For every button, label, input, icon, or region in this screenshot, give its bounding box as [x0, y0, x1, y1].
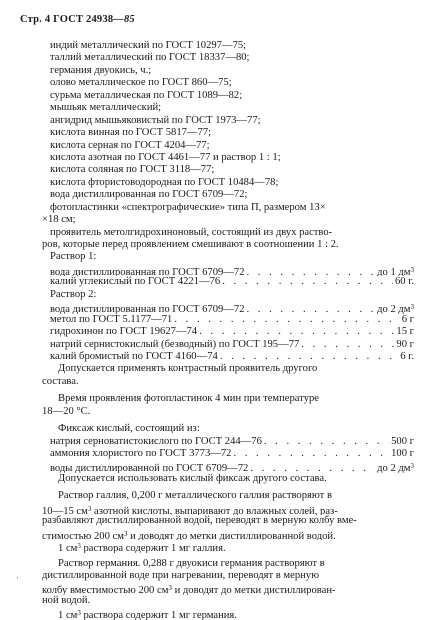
paragraph-line: колбу вместимостью 200 $см^3$ и доводят до метки дистиллирован-	[42, 584, 336, 595]
recipe-row	[42, 314, 414, 326]
reagent-item: сурьма металлическая по ГОСТ 1089—82;	[50, 89, 243, 101]
recipe-amount: 100 г	[391, 448, 414, 459]
recipe-row	[42, 436, 414, 448]
solution-2	[42, 289, 414, 364]
recipe-row	[42, 460, 414, 472]
recipe-label: вода дистиллированная по ГОСТ 6709—72	[50, 266, 245, 277]
paragraph-text: 1 см	[58, 543, 78, 553]
gallium-paragraph	[42, 490, 414, 552]
paragraph-line: стимостью 200 $см^3$ и доводят до метки дистиллированной водой.	[42, 529, 336, 541]
plates-line: фотопластинки «спектрографические» типа П, размером 13×	[50, 201, 326, 213]
developer-note: Допускается применять контрастный проявитель другого	[58, 363, 318, 375]
recipe-unit-sup: 3	[410, 303, 414, 312]
recipe-label: натрия серноватистокислого по ГОСТ 244—76	[50, 435, 262, 447]
paragraph-text: азотной кислоты, выпаривают до влажных солей, раз-	[91, 505, 338, 516]
page-header	[20, 14, 135, 25]
reagent-item: кислота фтористоводородная по ГОСТ 10484—78;	[50, 176, 279, 188]
margin-mark: ·	[16, 573, 19, 583]
paragraph-line: разбавляют дистиллированной водой, переводят в мерную колбу вме-	[42, 515, 357, 527]
document-body	[42, 40, 414, 620]
reagent-item: кислота азотная по ГОСТ 4461—77 и раствор 1 : 1;	[50, 151, 281, 163]
developer-note: состава.	[42, 375, 79, 387]
recipe-label: калий бромистый по ГОСТ 4160—74	[50, 350, 218, 362]
recipe-label: вода дистиллированная по ГОСТ 6709—72	[50, 304, 245, 314]
recipe-row	[42, 264, 414, 276]
reagent-item: мышьяк металлический;	[50, 102, 162, 114]
paragraph-text: и доводят до метки дистиллированной водой.	[127, 530, 336, 541]
reagent-item: кислота винная по ГОСТ 5817—77;	[50, 127, 212, 139]
recipe-amount: до 2 дм	[377, 463, 411, 473]
paragraph-text: 10—15 см	[42, 505, 88, 516]
plates-line: ×18 см;	[42, 214, 76, 226]
germanium-paragraph	[42, 558, 414, 620]
recipe-amount: 60 г.	[394, 276, 414, 288]
paragraph-text: и доводят до метки дистиллирован-	[171, 585, 336, 595]
developer-line: проявитель метолгидрохиноновый, состоящий из двух раство-	[50, 226, 333, 238]
fixer-note: Допускается использовать кислый фиксаж другого состава.	[58, 472, 327, 484]
fixer-section	[42, 423, 414, 485]
developer-line: ров, которые перед проявлением смешивают в соотношении 1 : 2.	[42, 239, 339, 250]
recipe-amount: 6 г	[401, 313, 414, 325]
reagent-item: кислота соляная по ГОСТ 3118—77;	[50, 164, 215, 176]
recipe-amount: 15 г	[396, 326, 414, 338]
recipe-unit-sup: 3	[410, 462, 414, 471]
paragraph-text: 1 см	[58, 610, 78, 620]
reagent-item: германия двуокись, ч.;	[50, 64, 152, 76]
fixer-title: Фиксаж кислый, состоящий из:	[58, 423, 200, 435]
recipe-row	[42, 326, 414, 338]
recipe-row	[42, 301, 414, 313]
recipe-row	[42, 351, 414, 363]
dev-time-line: Время проявления фотопластинок 4 мин при температуре	[58, 393, 319, 405]
recipe-amount: до 1 дм	[377, 266, 411, 277]
recipe-amount: до 2 дм	[377, 304, 411, 314]
paragraph-line: 1 $см^3$ раствора содержит 1 мг германия.	[58, 609, 237, 620]
header-year: 85	[123, 14, 135, 25]
paragraph-line: ной водой.	[42, 594, 91, 606]
recipe-amount: 6 г.	[400, 350, 414, 362]
reagent-item: кислота серная по ГОСТ 4204—77;	[50, 139, 210, 151]
recipe-label: метол по ГОСТ 5.1177—71	[50, 313, 173, 325]
paragraph-text: раствора содержит 1 мг галлия.	[80, 543, 226, 553]
recipe-row	[42, 339, 414, 351]
recipe-label: калий углекислый по ГОСТ 4221—76	[50, 276, 221, 288]
paragraph-line: Раствор галлия, 0,200 г металлического галлия растворяют в	[58, 490, 332, 502]
paragraph-line: 1 $см^3$ раствора содержит 1 мг галлия.	[58, 542, 226, 553]
recipe-label: воды дистиллированной по ГОСТ 6709—72	[50, 463, 249, 473]
reagent-item: таллий металлический по ГОСТ 18337—80;	[50, 52, 250, 64]
solution-title: Раствор 1:	[50, 251, 97, 263]
reagent-list	[42, 40, 414, 251]
reagent-item: вода дистиллированная по ГОСТ 6709—72;	[50, 189, 248, 201]
recipe-label: аммония хлористого по ГОСТ 3773—72	[50, 448, 232, 459]
paragraph-line: Раствор германия. 0,288 г двуокиси германия растворяют в	[58, 557, 325, 569]
recipe-row	[42, 448, 414, 460]
dev-time-line: 18—20 °C.	[42, 405, 91, 417]
solution-1	[42, 251, 414, 288]
paragraph-line: 10—15 $см^3$ азотной кислоты, выпаривают до влажных солей, раз-	[42, 504, 338, 516]
recipe-label: гидрохинон по ГОСТ 19627—74	[50, 326, 198, 338]
header-prefix: Стр. 4 ГОСТ 24938—	[20, 14, 124, 25]
recipe-amount: 500 г	[391, 435, 414, 447]
reagent-item: индий металлический по ГОСТ 10297—75;	[50, 40, 247, 51]
recipe-unit-sup: 3	[410, 265, 414, 274]
recipe-row	[42, 276, 414, 288]
paragraph-line: дистиллированной воде при нагревании, переводят в мерную	[42, 569, 320, 581]
recipe-amount: 90 г	[396, 338, 414, 350]
solution-title: Раствор 2:	[50, 288, 97, 300]
paragraph-text: раствора содержит 1 мг германия.	[80, 610, 237, 620]
recipe-label: натрий сернистокислый (безводный) по ГОСТ 195—77	[50, 338, 300, 350]
reagent-item: олово металлическое по ГОСТ 860—75;	[50, 77, 232, 89]
reagent-item: ангидрид мышьяковистый по ГОСТ 1973—77;	[50, 114, 261, 126]
paragraph-text: стимостью 200 см	[42, 530, 124, 541]
paragraph-text: колбу вместимостью 200 см	[42, 585, 169, 595]
